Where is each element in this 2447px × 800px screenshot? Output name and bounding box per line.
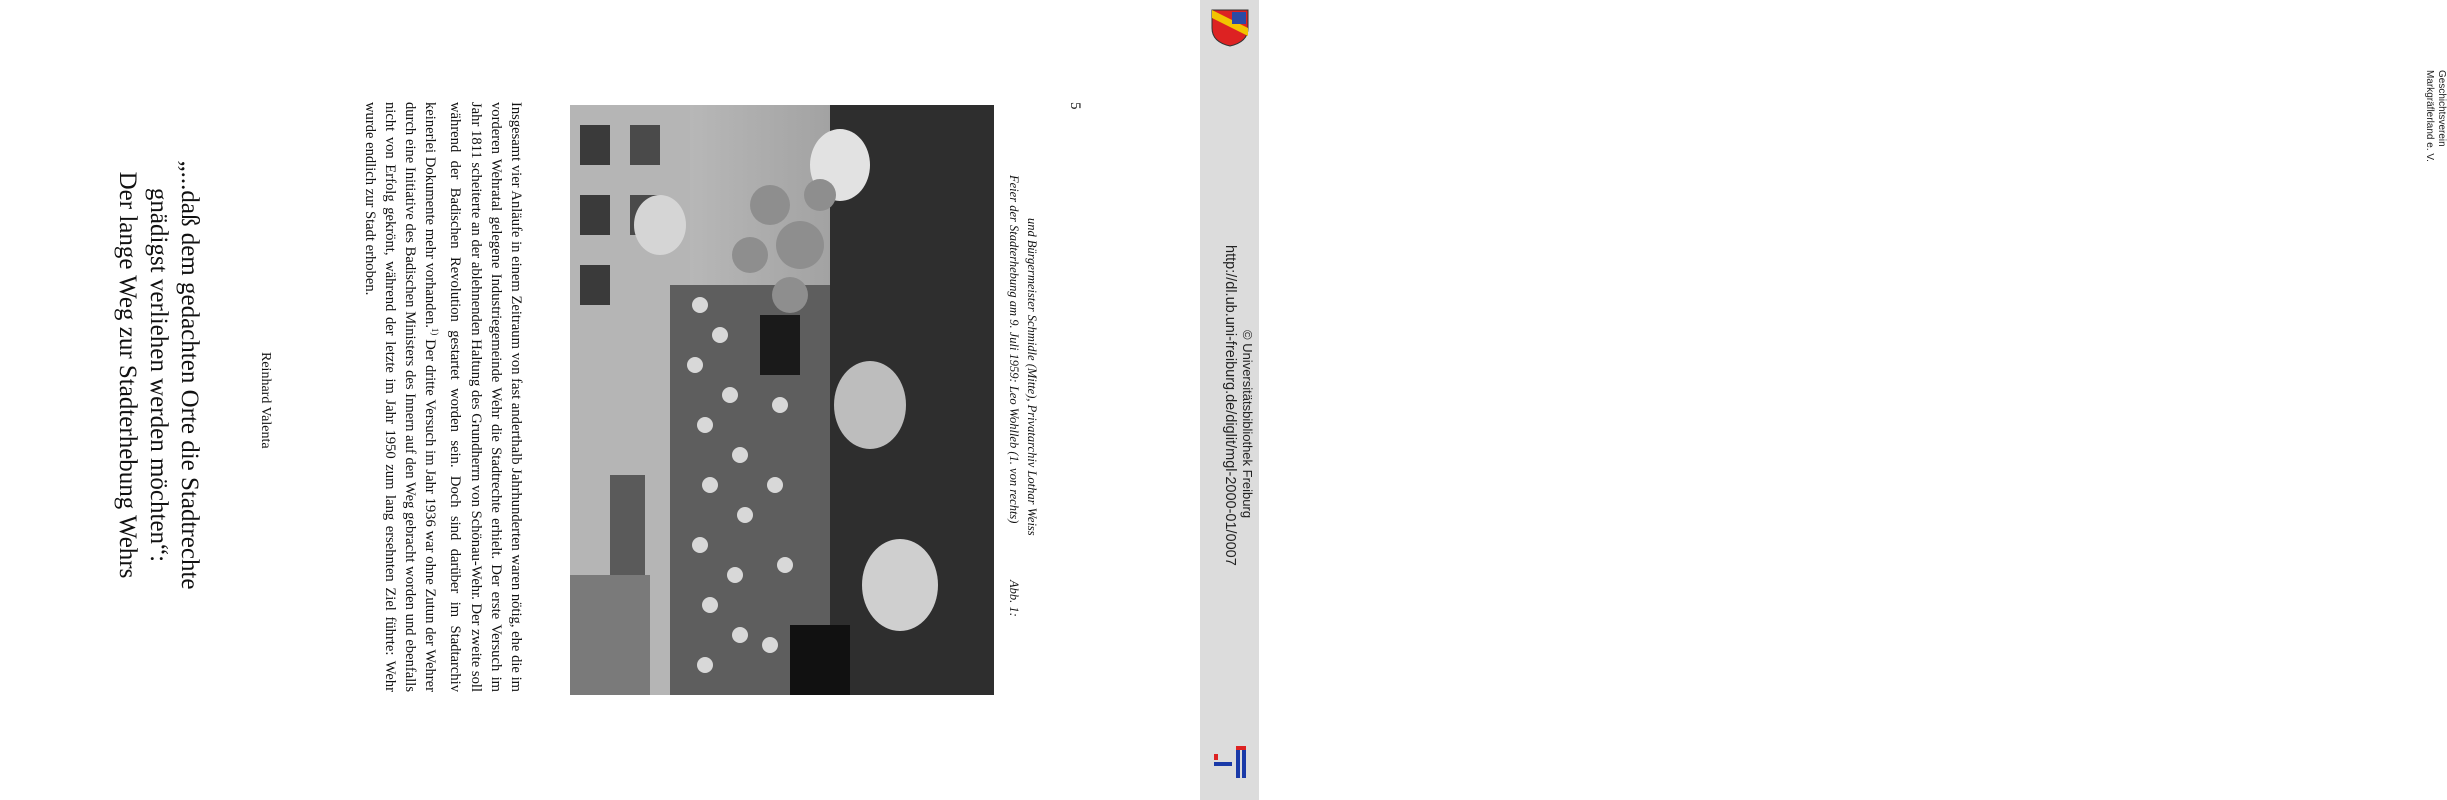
caption-line-1 <box>1023 160 1040 165</box>
caption-text-line-2: und Bürgermeister Schmidle (Mitte), Privatarchiv Lothar Weiss <box>1025 218 1039 536</box>
title-line: „...daß dem gedachten Orte die Stadtrechte <box>176 160 203 590</box>
caption-text-line-1: Feier der Stadterhebung am 9. Juli 1959: Leo Wohlleb (1. von rechts) <box>1007 175 1021 524</box>
permalink-url[interactable]: http://dl.ub.uni-freiburg.de/diglit/mgl-2000-01/0007 <box>1222 245 1238 566</box>
body-text-cont: Der dritte Versuch im Jahr 1936 war ohne Zutun der Wehrer durch eine Initiative des Badischen Ministers des Innern auf den Weg gebracht worden und ebenfalls nicht von Erfolg gekrönt, während der letzte im Jahr 1950 zum lang ersehnten Ziel führte: Wehr wurde endlich zur Stadt erhoben. <box>361 102 439 692</box>
article-body <box>360 102 526 692</box>
copyright-notice: © Universitätsbibliothek Freiburg <box>1240 330 1255 519</box>
title-line: Der lange Weg zur Stadterhebung Wehrs <box>114 171 141 579</box>
caption-label-text: Abb. 1: <box>1007 580 1021 617</box>
coat-of-arms-icon <box>1208 6 1252 48</box>
ub-freiburg-logo-icon <box>1210 744 1250 784</box>
page-number: 5 <box>1067 102 1083 110</box>
body-text: Insgesamt vier Anläufe in einem Zeitraum von fast anderthalb Jahrhunderten waren nötig, ehe die im vorderen Wehratal gelegene Industriegemeinde Wehr die Stadtrechte erhielt. Der erste Versuch im Jahr 1811 scheiterte an der ablehnenden Haltung des Grundherrn von Schönau-Wehr. Der zweite soll während der Badischen Revolution gestartet worden sein. Doch sind darüber im Stadtarchiv keinerlei Dokumente mehr vorhanden. <box>422 102 524 692</box>
article-author: Reinhard Valenta <box>258 352 273 449</box>
society-name <box>2423 70 2447 162</box>
footnote-ref: 1) <box>430 327 441 336</box>
body-paragraph <box>360 102 526 692</box>
article-title <box>112 95 205 655</box>
document-page <box>0 0 1200 800</box>
title-line: gnädigst verliehen werden möchten“: <box>145 187 172 563</box>
photo-caption <box>1023 160 1040 165</box>
society-line-2: Markgräflerland e. V. <box>2424 70 2435 162</box>
photo-image <box>570 105 994 695</box>
society-line-1: Geschichtsverein <box>2436 70 2447 147</box>
historical-photograph <box>570 105 994 695</box>
